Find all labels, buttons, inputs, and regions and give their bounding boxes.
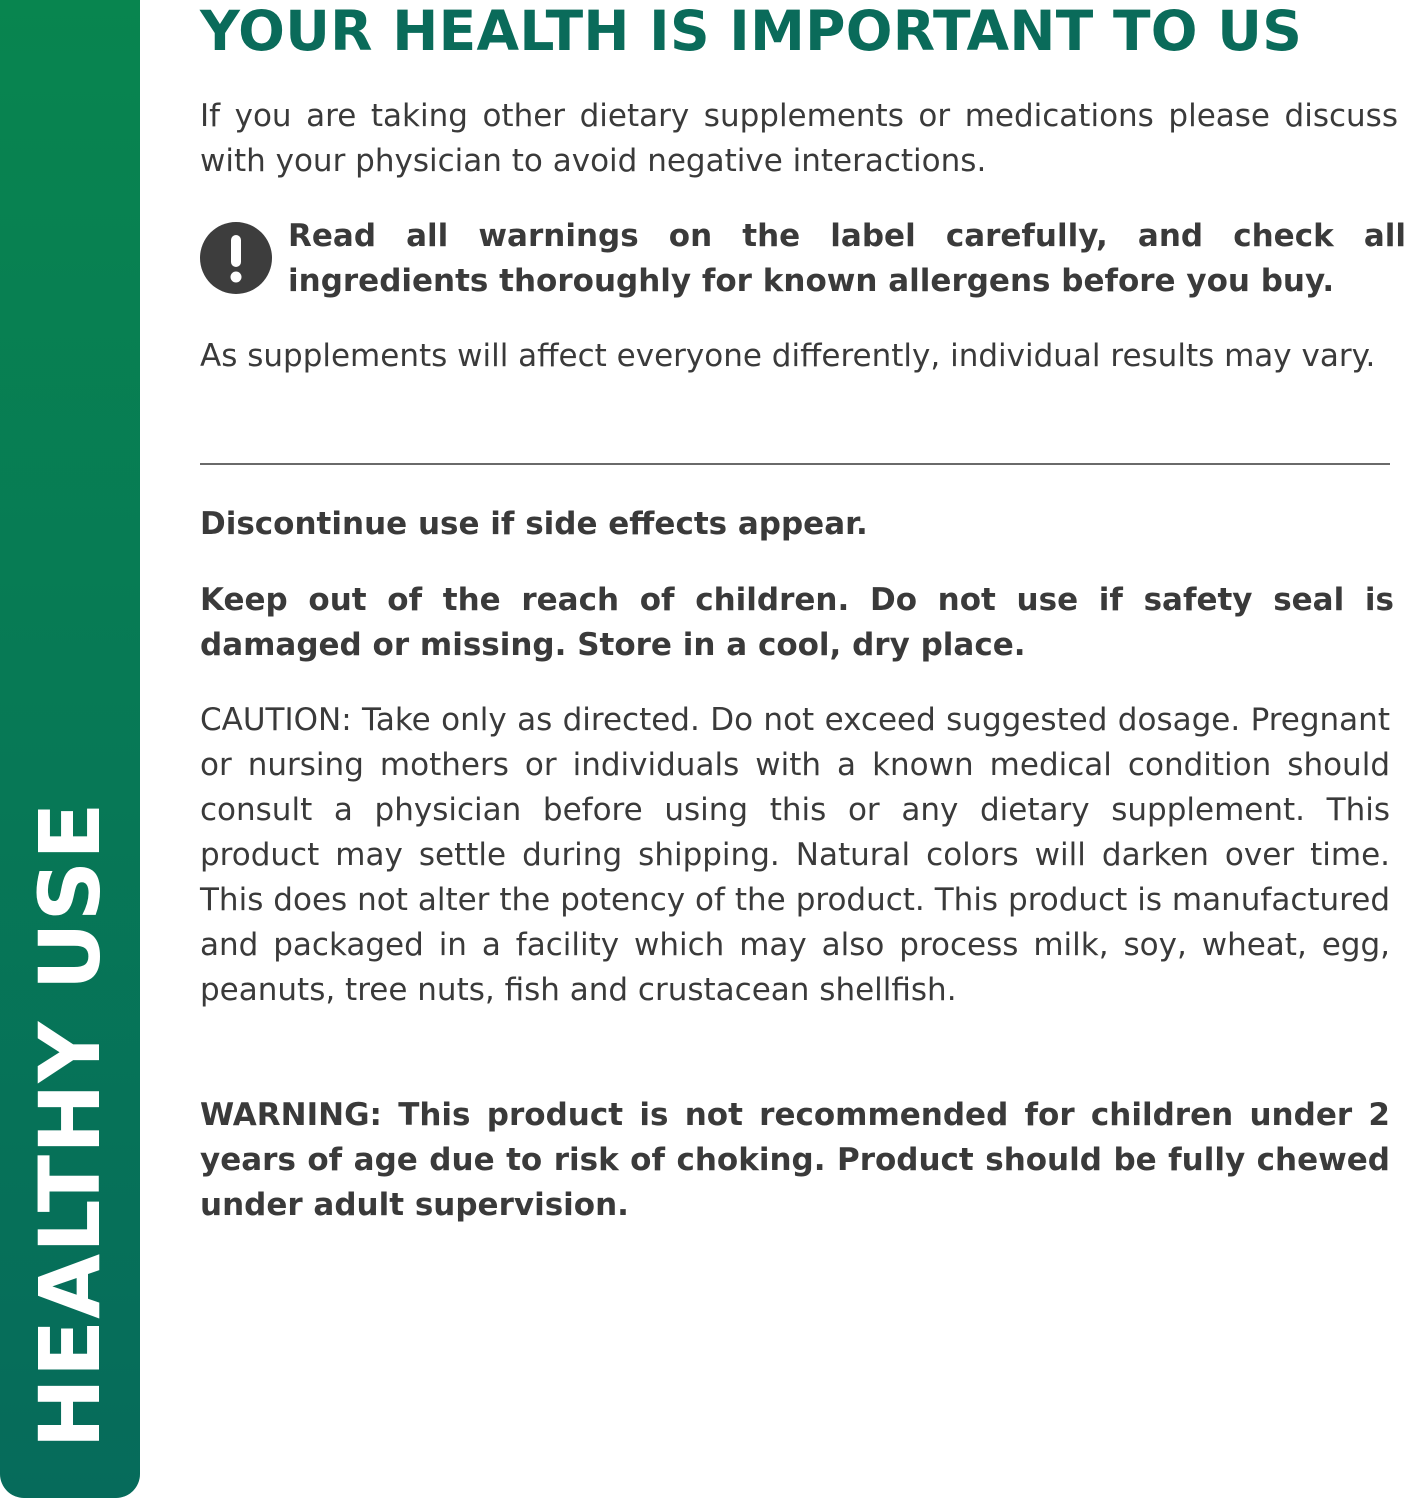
label-warning-notice	[200, 214, 1406, 304]
page-title: YOUR HEALTH IS IMPORTANT TO US	[200, 0, 1303, 63]
side-banner-label: HEALTHY USE	[21, 801, 119, 1449]
side-banner	[0, 0, 140, 1498]
caution-paragraph: CAUTION: Take only as directed. Do not exceed suggested dosage. Pregnant or nursing mothers or individuals with a known medical condition should consult a physician before using this or any dietary supplement. This product may settle during shipping. Natural colors will darken over time. This does not alter the potency of the product. This product is manufactured and packaged in a facility which may also process milk, soy, wheat, egg, peanuts, tree nuts, fish and crustacean shellfish.	[200, 702, 1390, 1008]
main-content	[200, 0, 1406, 1223]
intro-paragraph: If you are taking other dietary supplements or medications please discuss with your physician to avoid negative interactions.	[200, 98, 1398, 179]
discontinue-paragraph: Discontinue use if side effects appear.	[200, 506, 868, 542]
results-vary-paragraph: As supplements will affect everyone differently, individual results may vary.	[200, 338, 1376, 374]
section-divider	[200, 463, 1390, 465]
storage-paragraph: Keep out of the reach of children. Do not use if safety seal is damaged or missing. Store in a cool, dry place.	[200, 582, 1394, 663]
label-warning-text: Read all warnings on the label carefully, and check all ingredients thoroughly for known allergens before you buy.	[288, 218, 1406, 299]
exclamation-circle-icon	[200, 222, 272, 294]
choking-warning-paragraph: WARNING: This product is not recommended for children under 2 years of age due to risk of choking. Product should be fully chewed under adult supervision.	[200, 1097, 1390, 1223]
